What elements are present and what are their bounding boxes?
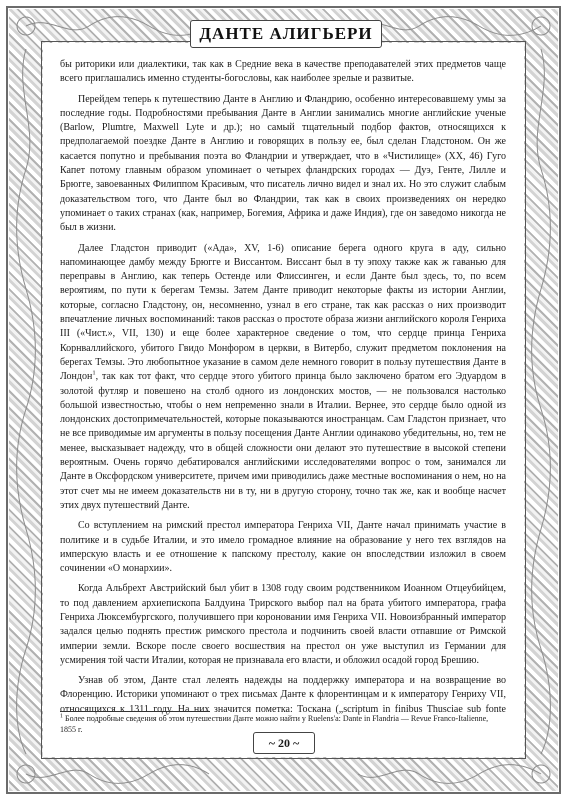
page-number: ~ 20 ~ [253,732,315,754]
paragraph-text: Далее Гладстон приводит («Ада», XV, 1-6) описание берега одного круга в аду, сильно напоминающее дамбу между Брюгге и Виссантом. Виссант был в ту эпоху также как ж гаванью для переправы в Англию, как теперь Остенде или Флиссинген, и если Данте был здесь, то, по всем вероятиям, по пути к берегам Темзы. Затем Данте приводит некоторые факты из истории Англии, которые, согласно Гладстону, он, несомненно, узнал в его стране, так как рассказ о них производит впечатление личных воспоминаний: таков рассказ о простоте образа жизни английского короля Генриха III («Чист.», VII, 130) и еще более характерное сведение о том, что сердце принца Генриха Корнваллийского, убитого Гвидо Монфором в церкви, в Витербо, служит предметом поклонения на берегах Темзы. Это любопытное указание в самом деле немного говорит в пользу путешествия Данте в Лондон [60,242,506,383]
footnote-mark: 1 [60,713,63,720]
footnote-text: Более подробные сведения об этом путешествии Данте можно найти у Ruelens'a: Dante in Flandria — Revue Franco-Italienne, 1855 г. [60,714,489,734]
paragraph: бы риторики или диалектики, так как в Средние века в качестве преподавателей этих предметов чаще всего приглашались именно студенты-богословы, как наиболее зрелые и развитые. [60,59,506,85]
paragraph: Перейдем теперь к путешествию Данте в Англию и Фландрию, особенно интересовавшему умы за последние годы. Подробностями пребывания Данте в Англии занимались многие английские ученые (Barlow, Plumtre, Maxwell Lyte и др.); но самый тщательный подбор фактов, относящихся к предполагаемой поездке Данте в Англию и говорящих в пользу ее, был сделан Гладстоном. Он же касается попутно и пребывания поэта во Фландрии и утверждает, что в «Чистилище» (XX, 46) Гуго Капет потому главным образом упоминает о четырех фландрских городах — Дуэ, Генте, Лилле и Брюгге, завоеванных Филиппом Красивым, что писатель лично видел и знал их. Но это служит слабым доказательством того, что Данте был во Фландрии, так как в своих произведениях он нередко упоминает о таких странах (как, например, Богемия, Африка и даже Индия), где он заведомо никогда не был в жизни. [60,93,506,234]
paragraph [60,242,506,514]
running-header [190,20,382,48]
footnote-reference[interactable]: 1 [92,369,96,377]
page-title: ДАНТЕ АЛИГЬЕРИ [199,24,373,43]
main-text [60,58,506,718]
paragraph: Узнав об этом, Данте стал лелеять надежды на поддержку императора и на возвращение во Флоренцию. Историки упоминают о трех письмах Данте к флорентинцам и к императору Генриху VII, относящихся к 1311 году. На них значится пометка: Тоскана („scriptum in finibus Thusciae sub fonte [60,675,506,715]
footnote-divider [60,711,210,712]
paragraph: Когда Альбрехт Австрийский был убит в 1308 году своим родственником Иоанном Отцеубийцем, то под давлением архиепископа Балдуина Трирского выбор пал на брата убитого императора, графа Генриха Люксембургского, получившего при короновании имя Генриха VII. Новоизбранный император задался целью поднять престиж римского престола и подчинить своей власти отпавшие от Римской империи земли. Вскоре после своего восшествия на престол он уже выступил из Германии для усмирения той части Италии, которая не признавала его власти, и обложил осадой город Брешию. [60,583,506,666]
paragraph-text: , так как тот факт, что сердце этого убитого принца было заключено братом его Эдуардом в золотой футляр и повешено на столб одного из лондонских мостов, — не пользовался настолько большой известностью, чтобы о нем непременно знали в Италии. Вернее, это сердце было одной из лондонских достопримечательностей, которые показываются иностранцам. Сам Гладстон признает, что не все приводимые им аргументы в пользу посещения Данте Англии одинаково убедительны, но, тем не менее, высказывает надежду, что в общей сложности они делают это путешествие в высокой степени вероятным. Очень горячо дебатировался английскими исследователями вопрос о том, занимался ли Данте в Оксфордском университете, причем ими приводились даже местные воспоминания о нем, но на этот счет мы не имеем доказательств ни в ту, ни в другую сторону, точно так же, как и вообще насчет этих двух путешествий Данте. [60,371,506,511]
paragraph: Со вступлением на римский престол императора Генриха VII, Данте начал принимать участие в политике и в судьбе Италии, и это имело громадное влияние на образование у него тех взглядов на имперскую власть и ее отношение к папскому престолу, какие он впоследствии изложил в своем сочинении «О монархии». [60,520,506,575]
